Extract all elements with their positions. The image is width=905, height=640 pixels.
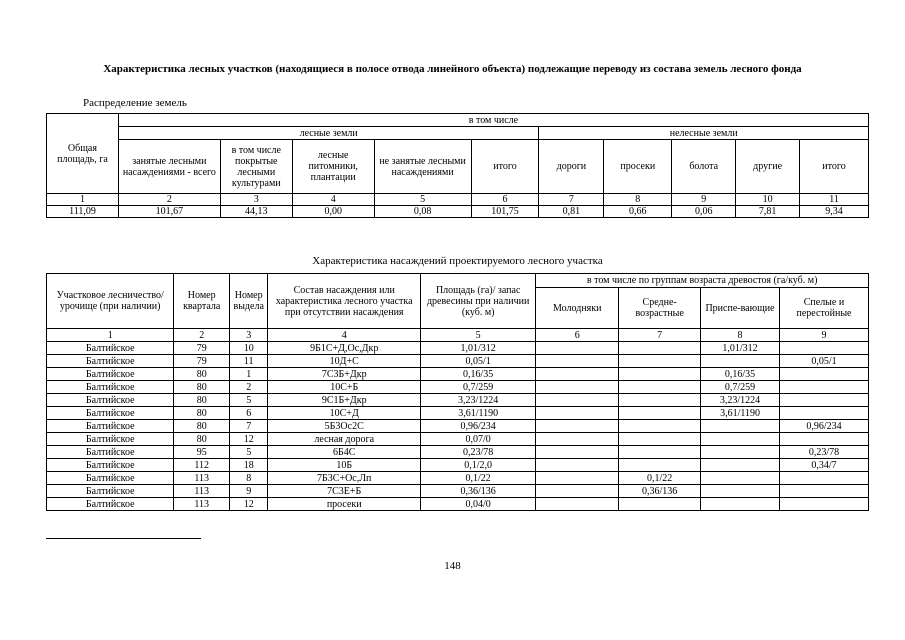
cell-mature: 0,7/259 xyxy=(701,381,780,394)
cell-quarter: 79 xyxy=(174,355,230,368)
cell-middle xyxy=(619,459,701,472)
value-cell: 0,08 xyxy=(374,206,471,218)
cell-middle xyxy=(619,355,701,368)
header-maturing: Приспе-вающие xyxy=(701,288,780,329)
column-number: 4 xyxy=(268,329,421,342)
cell-over xyxy=(779,342,868,355)
column-number: 5 xyxy=(374,194,471,206)
cell-area: 0,96/234 xyxy=(421,420,536,433)
value-cell: 7,81 xyxy=(736,206,800,218)
cell-young xyxy=(536,446,619,459)
cell-section: 8 xyxy=(229,472,267,485)
value-cell: 44,13 xyxy=(220,206,292,218)
cell-over xyxy=(779,368,868,381)
value-cell: 0,06 xyxy=(672,206,736,218)
cell-over: 0,23/78 xyxy=(779,446,868,459)
cell-young xyxy=(536,407,619,420)
column-number: 5 xyxy=(421,329,536,342)
cell-forestry: Балтийское xyxy=(47,342,174,355)
cell-forestry: Балтийское xyxy=(47,394,174,407)
table-row xyxy=(47,459,869,472)
cell-section: 7 xyxy=(229,420,267,433)
cell-mature xyxy=(701,498,780,511)
column-header: просеки xyxy=(604,140,672,194)
column-header: лесные питомники, плантации xyxy=(292,140,374,194)
cell-mature xyxy=(701,472,780,485)
cell-forestry: Балтийское xyxy=(47,459,174,472)
column-number: 10 xyxy=(736,194,800,206)
cell-composition: 9Б1С+Д,Ос,Дкр xyxy=(268,342,421,355)
cell-forestry: Балтийское xyxy=(47,472,174,485)
cell-forestry: Балтийское xyxy=(47,420,174,433)
cell-forestry: Балтийское xyxy=(47,498,174,511)
cell-area: 0,23/78 xyxy=(421,446,536,459)
cell-forestry: Балтийское xyxy=(47,407,174,420)
cell-composition: 10Д+С xyxy=(268,355,421,368)
column-header: в том числе покрытые лесными культурами xyxy=(220,140,292,194)
cell-forestry: Балтийское xyxy=(47,368,174,381)
document-title: Характеристика лесных участков (находящиеся в полосе отвода линейного объекта) подлежащие переводу из состава земель лесного фонда xyxy=(103,63,802,75)
column-number: 7 xyxy=(539,194,604,206)
table-row xyxy=(47,342,869,355)
cell-section: 12 xyxy=(229,433,267,446)
column-number: 11 xyxy=(800,194,869,206)
table-row xyxy=(47,485,869,498)
cell-section: 1 xyxy=(229,368,267,381)
header-total-area: Общая площадь, га xyxy=(47,114,119,194)
cell-mature xyxy=(701,355,780,368)
header-overmature: Спелые и перестойные xyxy=(779,288,868,329)
cell-composition: 5Б3Ос2С xyxy=(268,420,421,433)
value-cell: 111,09 xyxy=(47,206,119,218)
table-row xyxy=(47,472,869,485)
cell-over: 0,05/1 xyxy=(779,355,868,368)
cell-mature xyxy=(701,420,780,433)
page-number: 148 xyxy=(444,560,461,572)
value-cell: 101,75 xyxy=(471,206,539,218)
header-area: Площадь (га)/ запас древесины при наличии (куб. м) xyxy=(421,274,536,329)
header-middle-aged: Средне-возрастные xyxy=(619,288,701,329)
cell-over xyxy=(779,394,868,407)
cell-section: 5 xyxy=(229,446,267,459)
column-number: 3 xyxy=(229,329,267,342)
cell-quarter: 80 xyxy=(174,407,230,420)
cell-area: 3,23/1224 xyxy=(421,394,536,407)
cell-area: 0,1/2,0 xyxy=(421,459,536,472)
table-row xyxy=(47,498,869,511)
cell-young xyxy=(536,433,619,446)
cell-middle: 0,36/136 xyxy=(619,485,701,498)
cell-quarter: 113 xyxy=(174,485,230,498)
cell-middle xyxy=(619,498,701,511)
column-number: 9 xyxy=(779,329,868,342)
column-number: 1 xyxy=(47,194,119,206)
column-number: 3 xyxy=(220,194,292,206)
cell-composition: 7С3Е+Б xyxy=(268,485,421,498)
stand-table-title: Характеристика насаждений проектируемого лесного участка xyxy=(312,255,603,267)
cell-section: 6 xyxy=(229,407,267,420)
table-row xyxy=(47,420,869,433)
cell-young xyxy=(536,459,619,472)
cell-area: 3,61/1190 xyxy=(421,407,536,420)
cell-forestry: Балтийское xyxy=(47,485,174,498)
cell-over xyxy=(779,381,868,394)
column-number: 2 xyxy=(174,329,230,342)
column-header: итого xyxy=(471,140,539,194)
footnote-rule xyxy=(46,538,201,539)
cell-composition: 10С+Б xyxy=(268,381,421,394)
cell-young xyxy=(536,394,619,407)
cell-area: 0,04/0 xyxy=(421,498,536,511)
cell-middle xyxy=(619,368,701,381)
cell-area: 1,01/312 xyxy=(421,342,536,355)
header-young: Молодняки xyxy=(536,288,619,329)
column-number: 8 xyxy=(701,329,780,342)
cell-over xyxy=(779,472,868,485)
cell-young xyxy=(536,381,619,394)
cell-middle xyxy=(619,394,701,407)
cell-forestry: Балтийское xyxy=(47,433,174,446)
cell-quarter: 112 xyxy=(174,459,230,472)
cell-quarter: 80 xyxy=(174,368,230,381)
cell-over xyxy=(779,407,868,420)
cell-section: 11 xyxy=(229,355,267,368)
cell-quarter: 79 xyxy=(174,342,230,355)
cell-middle xyxy=(619,381,701,394)
cell-mature: 3,23/1224 xyxy=(701,394,780,407)
header-including: в том числе xyxy=(118,114,868,127)
cell-composition: 7С3Б+Дкр xyxy=(268,368,421,381)
column-header: другие xyxy=(736,140,800,194)
value-cell: 0,00 xyxy=(292,206,374,218)
header-age-groups: в том числе по группам возраста древостоя (га/куб. м) xyxy=(536,274,869,288)
value-cell: 101,67 xyxy=(118,206,220,218)
cell-young xyxy=(536,368,619,381)
cell-young xyxy=(536,355,619,368)
cell-over: 0,34/7 xyxy=(779,459,868,472)
cell-section: 18 xyxy=(229,459,267,472)
cell-composition: лесная дорога xyxy=(268,433,421,446)
cell-section: 10 xyxy=(229,342,267,355)
land-distribution-table xyxy=(46,113,869,218)
cell-over xyxy=(779,433,868,446)
cell-forestry: Балтийское xyxy=(47,446,174,459)
cell-composition: 6Б4С xyxy=(268,446,421,459)
cell-section: 9 xyxy=(229,485,267,498)
cell-composition: 10Б xyxy=(268,459,421,472)
cell-quarter: 113 xyxy=(174,472,230,485)
table-row xyxy=(47,355,869,368)
column-header: болота xyxy=(672,140,736,194)
cell-young xyxy=(536,420,619,433)
table-row xyxy=(47,394,869,407)
cell-over: 0,96/234 xyxy=(779,420,868,433)
header-nonforest-lands: нелесные земли xyxy=(539,127,869,140)
cell-quarter: 95 xyxy=(174,446,230,459)
cell-quarter: 80 xyxy=(174,394,230,407)
column-header: дороги xyxy=(539,140,604,194)
value-cell: 0,66 xyxy=(604,206,672,218)
cell-mature xyxy=(701,446,780,459)
cell-middle: 0,1/22 xyxy=(619,472,701,485)
column-number: 6 xyxy=(536,329,619,342)
cell-forestry: Балтийское xyxy=(47,381,174,394)
cell-composition: 7Б3С+Ос,Лп xyxy=(268,472,421,485)
cell-middle xyxy=(619,407,701,420)
table-row xyxy=(47,407,869,420)
cell-mature xyxy=(701,433,780,446)
cell-over xyxy=(779,498,868,511)
cell-young xyxy=(536,498,619,511)
table-row xyxy=(47,368,869,381)
table-row xyxy=(47,446,869,459)
cell-middle xyxy=(619,433,701,446)
cell-composition: 9С1Б+Дкр xyxy=(268,394,421,407)
cell-section: 12 xyxy=(229,498,267,511)
cell-section: 5 xyxy=(229,394,267,407)
column-header: итого xyxy=(800,140,869,194)
column-number: 6 xyxy=(471,194,539,206)
cell-over xyxy=(779,485,868,498)
column-number: 1 xyxy=(47,329,174,342)
header-section: Номер выдела xyxy=(229,274,267,329)
value-cell: 9,34 xyxy=(800,206,869,218)
stand-characteristics-table xyxy=(46,273,869,511)
cell-area: 0,07/0 xyxy=(421,433,536,446)
column-header: занятые лесными насаждениями - всего xyxy=(118,140,220,194)
cell-section: 2 xyxy=(229,381,267,394)
cell-quarter: 80 xyxy=(174,433,230,446)
cell-middle xyxy=(619,446,701,459)
cell-area: 0,7/259 xyxy=(421,381,536,394)
cell-quarter: 80 xyxy=(174,420,230,433)
value-cell: 0,81 xyxy=(539,206,604,218)
cell-young xyxy=(536,485,619,498)
header-forestry: Участковое лесничество/урочище (при наличии) xyxy=(47,274,174,329)
cell-mature: 3,61/1190 xyxy=(701,407,780,420)
table-row xyxy=(47,381,869,394)
column-number: 2 xyxy=(118,194,220,206)
header-composition: Состав насаждения или характеристика лесного участка при отсутствии насаждения xyxy=(268,274,421,329)
header-forest-lands: лесные земли xyxy=(118,127,539,140)
column-number: 7 xyxy=(619,329,701,342)
cell-area: 0,36/136 xyxy=(421,485,536,498)
cell-quarter: 80 xyxy=(174,381,230,394)
cell-young xyxy=(536,342,619,355)
cell-mature: 0,16/35 xyxy=(701,368,780,381)
cell-area: 0,16/35 xyxy=(421,368,536,381)
column-number: 4 xyxy=(292,194,374,206)
land-distribution-subtitle: Распределение земель xyxy=(83,97,187,109)
cell-area: 0,05/1 xyxy=(421,355,536,368)
cell-composition: просеки xyxy=(268,498,421,511)
cell-mature xyxy=(701,485,780,498)
column-number: 8 xyxy=(604,194,672,206)
column-number-row xyxy=(47,329,869,342)
cell-mature: 1,01/312 xyxy=(701,342,780,355)
cell-mature xyxy=(701,459,780,472)
header-quarter: Номер квартала xyxy=(174,274,230,329)
cell-young xyxy=(536,472,619,485)
cell-quarter: 113 xyxy=(174,498,230,511)
column-number: 9 xyxy=(672,194,736,206)
column-header: не занятые лесными насаждениями xyxy=(374,140,471,194)
cell-area: 0,1/22 xyxy=(421,472,536,485)
cell-composition: 10С+Д xyxy=(268,407,421,420)
table-row xyxy=(47,433,869,446)
cell-middle xyxy=(619,342,701,355)
cell-middle xyxy=(619,420,701,433)
cell-forestry: Балтийское xyxy=(47,355,174,368)
